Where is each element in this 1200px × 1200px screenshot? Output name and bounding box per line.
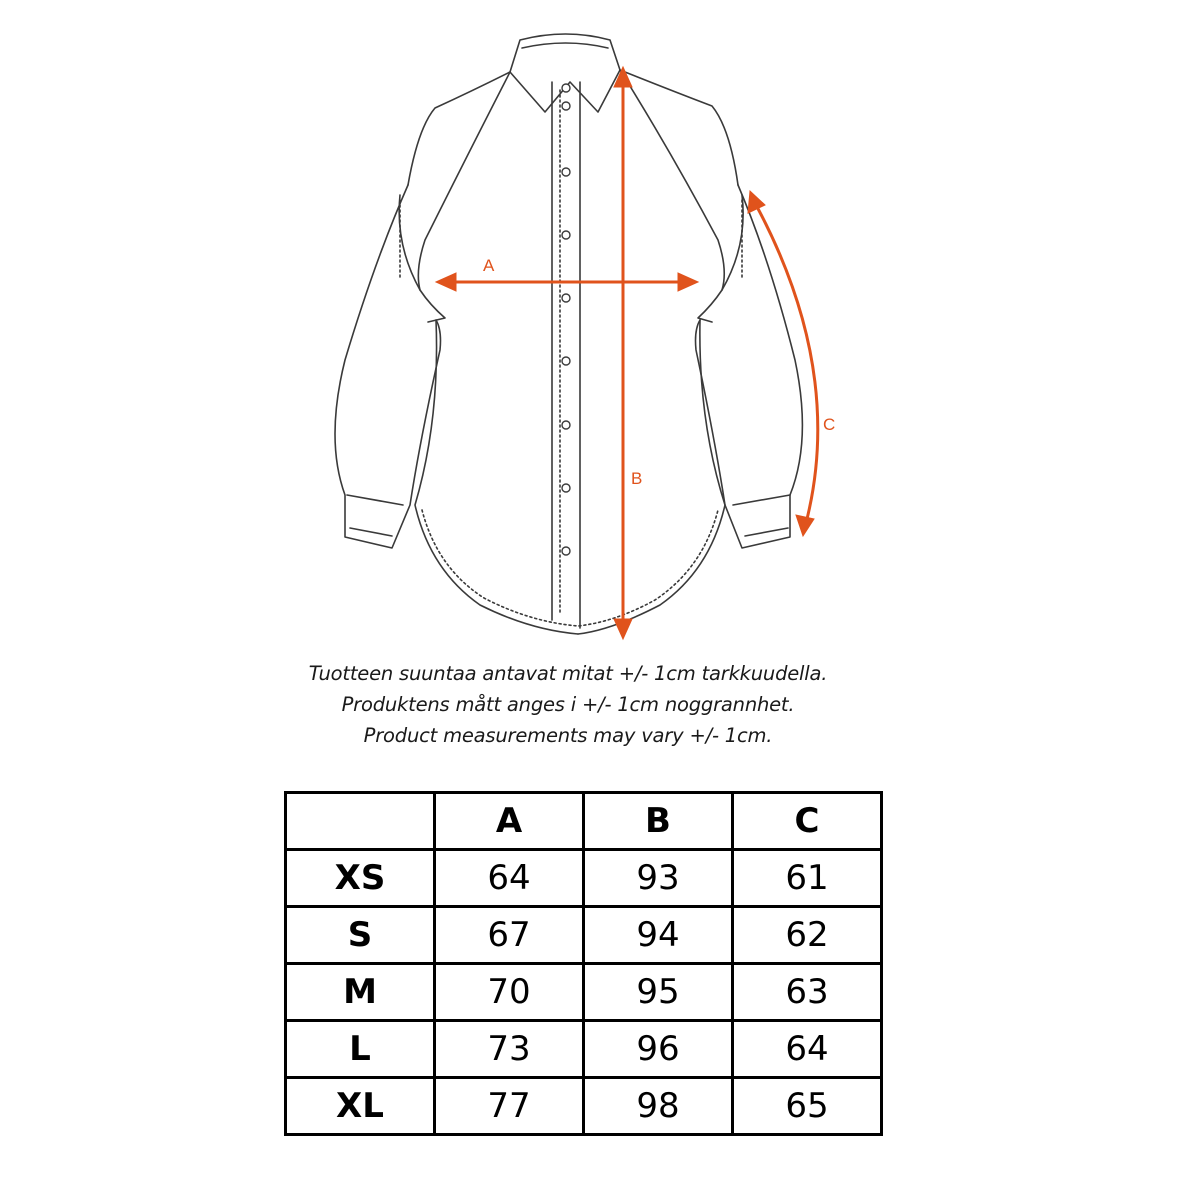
value-c: 61	[733, 850, 882, 907]
buttons	[562, 84, 570, 555]
button	[562, 168, 570, 176]
note-swedish: Produktens mått anges i +/- 1cm noggrannhet.	[341, 693, 795, 716]
value-b: 95	[584, 964, 733, 1021]
size-label: XL	[286, 1078, 435, 1135]
button	[562, 484, 570, 492]
value-a: 64	[435, 850, 584, 907]
size-label: L	[286, 1021, 435, 1078]
right-sleeve	[696, 185, 803, 548]
size-label: M	[286, 964, 435, 1021]
label-c: C	[823, 415, 836, 434]
value-c: 65	[733, 1078, 882, 1135]
button	[562, 102, 570, 110]
size-label: XS	[286, 850, 435, 907]
measurement-notes	[0, 658, 1136, 751]
header-b: B	[584, 793, 733, 850]
note-english: Product measurements may vary +/- 1cm.	[363, 724, 773, 747]
placket	[552, 82, 580, 628]
value-c: 64	[733, 1021, 882, 1078]
table-row	[286, 850, 882, 907]
value-c: 62	[733, 907, 882, 964]
table-row	[286, 907, 882, 964]
size-label: S	[286, 907, 435, 964]
value-b: 96	[584, 1021, 733, 1078]
button	[562, 357, 570, 365]
table-row	[286, 1078, 882, 1135]
value-b: 94	[584, 907, 733, 964]
value-a: 67	[435, 907, 584, 964]
left-shoulder	[408, 72, 510, 185]
shirt-drawing	[335, 34, 802, 634]
table-row	[286, 964, 882, 1021]
value-c: 63	[733, 964, 882, 1021]
button	[562, 547, 570, 555]
header-a: A	[435, 793, 584, 850]
label-b: B	[631, 469, 643, 488]
button	[562, 421, 570, 429]
value-a: 77	[435, 1078, 584, 1135]
header-c: C	[733, 793, 882, 850]
header-empty	[286, 793, 435, 850]
arrow-b-head-bottom	[614, 619, 632, 639]
body-right-side	[578, 320, 725, 634]
arrow-c-line	[755, 203, 818, 523]
size-chart-table	[284, 791, 883, 1136]
label-a: A	[483, 256, 495, 275]
button	[562, 231, 570, 239]
arrow-a-head-right	[678, 273, 698, 291]
collar	[510, 34, 620, 112]
value-b: 98	[584, 1078, 733, 1135]
table-header-row	[286, 793, 882, 850]
value-a: 73	[435, 1021, 584, 1078]
value-a: 70	[435, 964, 584, 1021]
note-finnish: Tuotteen suuntaa antavat mitat +/- 1cm tarkkuudella.	[308, 662, 828, 685]
arrow-c-head-top	[748, 191, 765, 213]
button	[562, 294, 570, 302]
body-left-side	[415, 320, 578, 634]
arrow-c-head-bottom	[796, 515, 814, 536]
arrow-a-head-left	[436, 273, 456, 291]
button	[562, 84, 570, 92]
measurement-arrows	[436, 67, 818, 639]
table-row	[286, 1021, 882, 1078]
value-b: 93	[584, 850, 733, 907]
